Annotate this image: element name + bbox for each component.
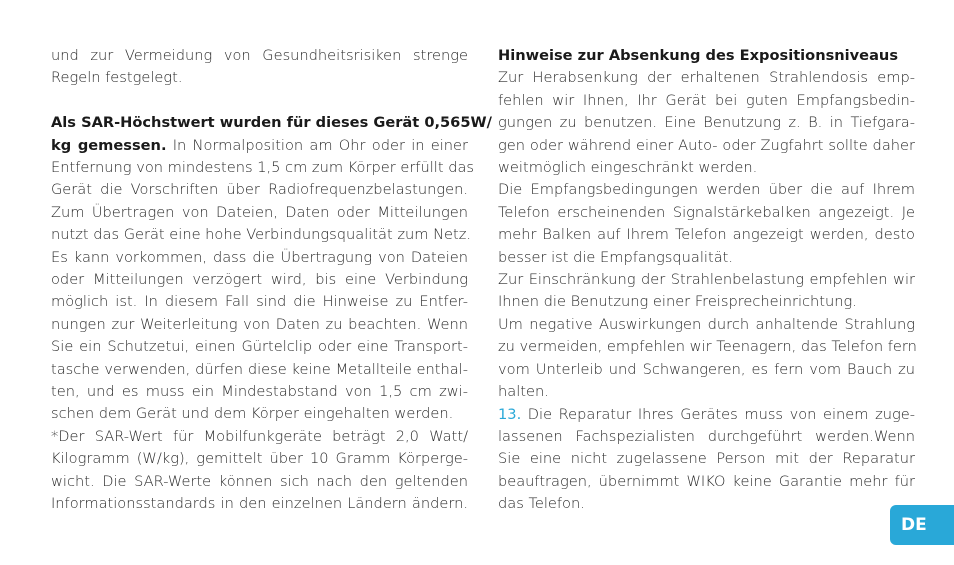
body-line: Gerät die Vorschriften über Radiofrequenzbelastungen. bbox=[51, 181, 468, 199]
body-line: Regeln festgelegt. bbox=[51, 69, 183, 87]
body-line: *Der SAR-Wert für Mobilfunkgeräte beträgt 2,0 Watt/ bbox=[51, 427, 468, 445]
sar-statement-bold-end: kg gemessen. bbox=[51, 136, 167, 154]
body-line: nungen zur Weiterleitung von Daten zu beachten. Wenn bbox=[51, 315, 468, 333]
body-line: zu vermeiden, empfehlen wir Teenagern, das Telefon fern bbox=[498, 338, 917, 356]
body-line: Zum Übertragen von Dateien, Daten oder Mitteilungen bbox=[51, 203, 468, 221]
body-line: Um negative Auswirkungen durch anhaltende Strahlung bbox=[498, 315, 915, 333]
right-column bbox=[498, 45, 915, 516]
body-line bbox=[51, 135, 468, 157]
body-line: Informationsstandards in den einzelnen Ländern ändern. bbox=[51, 495, 468, 513]
sar-statement-bold: Als SAR-Höchstwert wurden für dieses Gerät 0,565W/ bbox=[51, 114, 492, 132]
body-line: gungen zu benutzen. Eine Benutzung z. B. in Tiefgara- bbox=[498, 114, 915, 132]
body-line: besser ist die Empfangsqualität. bbox=[498, 248, 734, 266]
body-line: halten. bbox=[498, 383, 549, 401]
body-line: mehr Balken auf Ihrem Telefon angezeigt werden, desto bbox=[498, 226, 915, 244]
paragraph-spacer bbox=[51, 90, 468, 112]
body-text: In Normalposition am Ohr oder in einer bbox=[166, 136, 469, 154]
body-line: gen oder während einer Auto- oder Zugfahrt sollte daher bbox=[498, 136, 915, 154]
body-line: beauftragen, übernimmt WIKO keine Garantie mehr für bbox=[498, 472, 915, 490]
body-line: nutzt das Gerät eine hohe Verbindungsqualität zum Netz. bbox=[51, 226, 472, 244]
numbered-item-line bbox=[498, 404, 915, 426]
body-line: Telefon erscheinenden Signalstärkebalken angezeigt. Je bbox=[498, 203, 915, 221]
body-line: und zur Vermeidung von Gesundheitsrisiken strenge bbox=[51, 47, 468, 64]
body-line: Entfernung von mindestens 1,5 cm zum Körper erfüllt das bbox=[51, 159, 474, 177]
body-line: Sie ein Schutzetui, einen Gürtelclip oder eine Transport- bbox=[51, 338, 468, 356]
body-line: schen dem Gerät und dem Körper eingehalten werden. bbox=[51, 405, 454, 423]
body-line: Zur Einschränkung der Strahlenbelastung empfehlen wir bbox=[498, 271, 915, 289]
body-line: Kilogramm (W/kg), gemittelt über 10 Gramm Körperge- bbox=[51, 450, 468, 468]
body-line: vom Unterleib und Schwangeren, es fern vom Bauch zu bbox=[498, 360, 915, 378]
language-badge: DE bbox=[890, 505, 954, 545]
body-line: oder Mitteilungen verzögert wird, bis eine Verbindung bbox=[51, 271, 468, 289]
body-line: fehlen wir Ihnen, Ihr Gerät bei guten Empfangsbedin- bbox=[498, 91, 915, 109]
body-line: wicht. Die SAR-Werte können sich nach den geltenden bbox=[51, 472, 468, 490]
body-line: lassenen Fachspezialisten durchgeführt werden.Wenn bbox=[498, 427, 915, 445]
body-text: Die Reparatur Ihres Gerätes muss von einem zuge- bbox=[521, 405, 915, 423]
body-line: tasche verwenden, dürfen diese keine Metallteile enthal- bbox=[51, 360, 468, 378]
body-line: weitmöglich eingeschränkt werden. bbox=[498, 159, 758, 177]
body-line: Sie eine nicht zugelassene Person mit der Reparatur bbox=[498, 450, 915, 468]
body-line: möglich ist. In diesem Fall sind die Hinweise zu Entfer- bbox=[51, 293, 468, 311]
body-line: das Telefon. bbox=[498, 495, 585, 513]
body-line: Die Empfangsbedingungen werden über die auf Ihrem bbox=[498, 181, 915, 199]
body-line: Ihnen die Benutzung einer Freisprecheinrichtung. bbox=[498, 293, 857, 311]
left-column bbox=[51, 45, 492, 516]
section-heading: Hinweise zur Absenkung des Expositionsniveaus bbox=[498, 47, 899, 64]
body-line: Zur Herabsenkung der erhaltenen Strahlendosis emp- bbox=[498, 69, 915, 87]
body-line: ten, und es muss ein Mindestabstand von 1,5 cm zwi- bbox=[51, 383, 468, 401]
item-number: 13. bbox=[498, 405, 522, 423]
body-line: Es kann vorkommen, dass die Übertragung von Dateien bbox=[51, 248, 468, 266]
